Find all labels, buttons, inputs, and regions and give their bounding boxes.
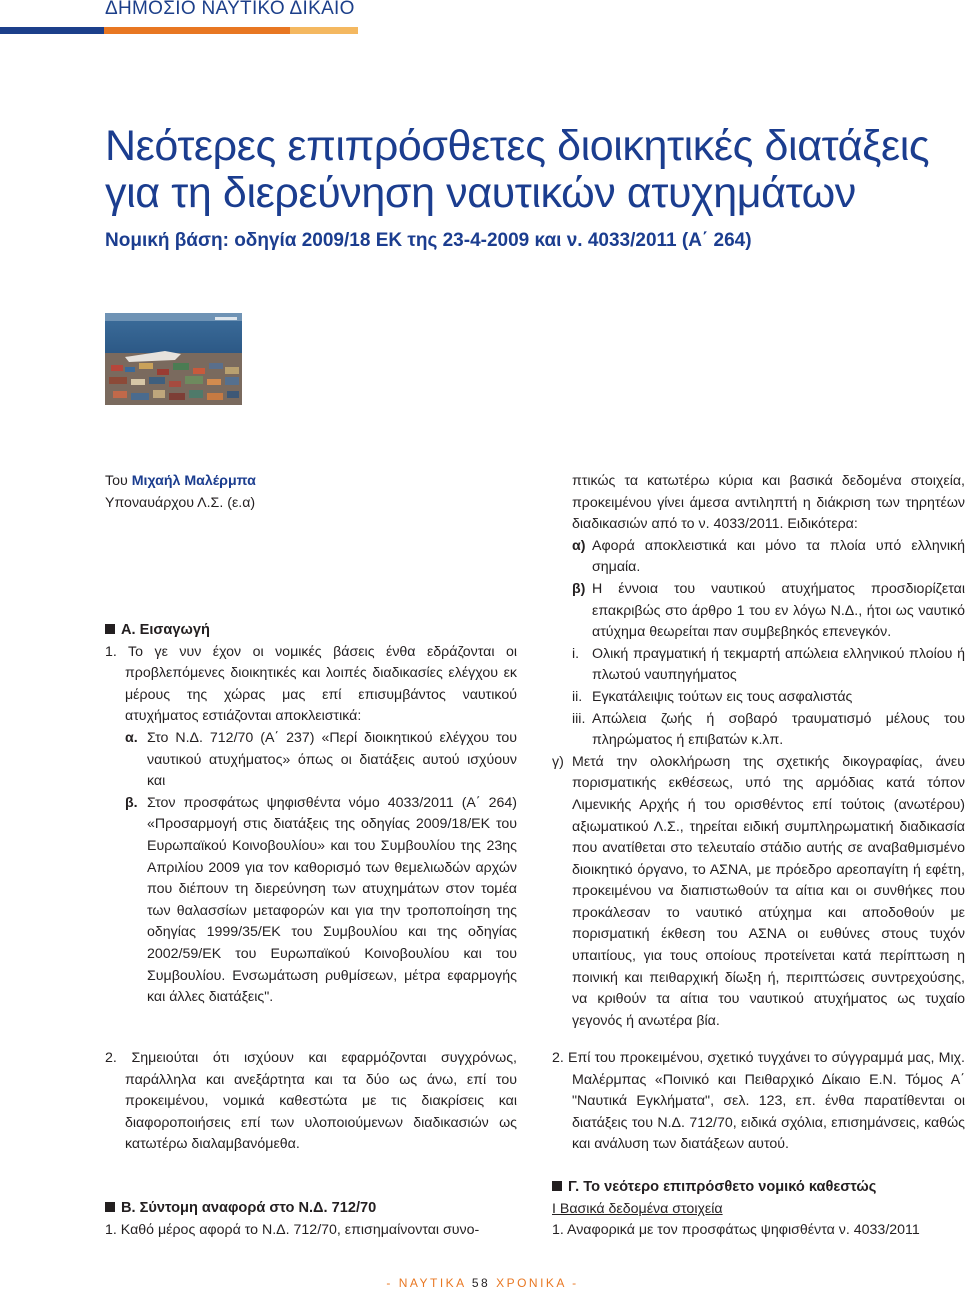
section-label: ΔΗΜΟΣΙΟ ΝΑΥΤΙΚΟ ΔΙΚΑΙΟ (105, 0, 355, 19)
page-number: 58 (471, 1276, 491, 1290)
container-port-photo (105, 313, 242, 405)
byline (105, 471, 505, 514)
author-name: Μιχαήλ Μαλέρμπα (131, 473, 256, 489)
author-rank: Υποναυάρχου Λ.Σ. (ε.α) (105, 494, 256, 511)
square-bullet-icon (552, 1181, 562, 1191)
section-b-heading: Β. Σύντομη αναφορά στο Ν.Δ. 712/70 (105, 1198, 517, 1220)
section-c-block (552, 1177, 965, 1242)
right-para-1: πτικώς τα κατωτέρω κύρια και βασικά δεδομένα στοιχεία, προκειμένου γίνει άμεσα αντιληπτή η διάκριση των τηρητέων διαδικασιών από το ν. 4033/2011. Ειδικότερα: (572, 473, 965, 533)
right-para-2-block (552, 1048, 965, 1156)
square-bullet-icon (105, 1202, 115, 1212)
right-para-2: 2. Επί του προκειμένου, σχετικό τυγχάνει το σύγγραμμά μας, Μιχ. Μαλέρμπας «Ποινικό και Πειθαρχικό Δίκαιο Ε.Ν. Τόμος Α΄ "Ναυτικά Εγκλήματα", σελ. 123, επ. ένθα παρατίθενται οι διατάξεις του Ν.Δ. 712/70, ειδικά σχόλια, επισημάνσεις, καθώς και ανάλυση των διατάξεων αυτού. (552, 1050, 965, 1153)
item-label: α) (572, 537, 586, 554)
author-prefix: Του (105, 473, 128, 489)
left-para-2: 2. Σημειούται ότι ισχύουν και εφαρμόζονται συγχρόνως, παράλληλα και ανεξάρτητα και τα δύο ως άνω, επί του προκειμένου, νομικά καθεστώτα με τις διακρίσεις και διαφοροποιήσεις επί των υλοποιούμενων διαδικασιών ως κατωτέρω διαλαμβανόμεθα. (105, 1050, 517, 1153)
right-item-ii (572, 687, 965, 709)
header-bar-light-orange (290, 27, 358, 34)
item-text: Εγκατάλειψις τούτων εις τους ασφαλιστάς (592, 688, 853, 705)
left-para-1: 1. Το γε νυν έχον οι νομικές βάσεις ένθα εδράζονται οι προβλεπόμενες διοικητικές και λοιπές διαδικασίες ελέγχου εκ μέρους της χώρας μας επί επισυμβάντος ναυτικού ατυχήματος εστιάζονται αποκλειστικά: (105, 643, 517, 725)
item-label: α. (125, 729, 138, 746)
article-title-line1: Νεότερες επιπρόσθετες διοικητικές διατάξεις (105, 122, 930, 170)
item-text: Αφορά αποκλειστικά και μόνο τα πλοία υπό ελληνική σημαία. (592, 537, 965, 576)
item-label: ii. (572, 688, 583, 705)
left-item-b (125, 793, 517, 1009)
item-label: i. (572, 645, 580, 662)
right-item-b (572, 579, 965, 644)
item-text: Στον προσφάτως ψηφισθέντα νόμο 4033/2011 (Α΄ 264) «Προσαρμογή στις διατάξεις της οδηγίας 2009/18/ΕΚ του Ευρωπαϊκού Κοινοβουλίου» και του Συμβουλίου της 23ης Απριλίου 2009 για τον καθορισμό των θεμελιωδών αρχών που διέπουν τη διερεύνηση των ατυχημάτων στον τομέα των θαλασσίων μεταφορών και για την τροποποίηση της οδηγίας 1999/35/ΕΚ του Συμβουλίου και της οδηγίας 2002/59/ΕΚ του Ευρωπαϊκού Κοινοβουλίου και του Συμβουλίου. Ενσωμάτωση ρυθμίσεων, μέτρα εφαρμογής και άλλες διατάξεις". (147, 794, 517, 1006)
section-c-subheading: Ι Βασικά δεδομένα στοιχεία (552, 1200, 723, 1217)
left-item-a (125, 728, 517, 793)
page-footer (0, 1276, 965, 1290)
left-para-2-block (105, 1048, 517, 1156)
right-para-3: 1. Αναφορικά με τον προσφάτως ψηφισθέντα ν. 4033/2011 (552, 1222, 920, 1239)
right-item-i (572, 644, 965, 687)
left-column (105, 620, 517, 1009)
header-bar-blue (0, 27, 104, 34)
header-bar-orange (104, 27, 290, 34)
item-text: Απώλεια ζωής ή σοβαρό τραυματισμό μέλους του πληρώματος ή επιβατών κ.λπ. (592, 710, 965, 749)
item-text: Στο Ν.Δ. 712/70 (Α΄ 237) «Περί διοικητικού ελέγχου του ναυτικού ατυχήματος» όπως οι διατάξεις αυτού ισχύουν και (147, 729, 517, 790)
item-text: Μετά την ολοκλήρωση της σχετικής δικογραφίας, άνευ πορισματικής εκθέσεως, υπό της αρμόδιας κατά τόπον Λιμενικής Αρχής ή του ορισθέντος επί τούτοις (ανωτέρου) αξιωματικού Λ.Σ., τηρείται ειδική συμπληρωματική διαδικασία που ανατίθεται στο τελευταίο στάδιο αυτής σε αναβαθμισμένο διοικητικό όργανο, το ΑΣΝΑ, με πρόεδρο αρεοπαγίτη ή εφέτη, προκειμένου να διαπιστωθούν τα αίτια και οι συνθήκες που προκάλεσαν το ναυτικό ατύχημα και αποδοθούν με πορισματική έκθεση του ΑΣΝΑ οι ευθύνες στους τυχόν υπαιτίους, για τους οποίους προτείνεται κατά περίπτωση η ποινική και πειθαρχική δίωξη ή, περιπτώσεις συντρεχούσης, να κριθούν τα αίτια του ναυτικού ατυχήματος ως τυχαίο γεγονός ή ανωτέρα βία. (572, 753, 965, 1029)
section-b-block (105, 1198, 517, 1241)
item-label: β. (125, 794, 138, 811)
square-bullet-icon (105, 624, 115, 634)
footer-left: - ΝΑΥΤΙΚΑ (386, 1276, 467, 1290)
right-item-iii (572, 709, 965, 752)
right-item-c (552, 752, 965, 1033)
item-text: Η έννοια του ναυτικού ατυχήματος προσδιορίζεται επακριβώς στο άρθρο 1 του εν λόγω Ν.Δ., ήτοι ως ναυτικό ατύχημα θεωρείται παν συμβεβηκός επενεγκόν. (592, 580, 965, 641)
item-label: γ) (552, 753, 564, 770)
left-para-3: 1. Καθό μέρος αφορά το Ν.Δ. 712/70, επισημαίνονται συνο- (105, 1221, 480, 1238)
item-text: Ολική πραγματική ή τεκμαρτή απώλεια ελληνικού πλοίου ή πλωτού ναυπηγήματος (592, 645, 965, 684)
item-label: iii. (572, 710, 586, 727)
article-title-line2: για τη διερεύνηση ναυτικών ατυχημάτων (105, 169, 856, 217)
article-subtitle: Νομική βάση: οδηγία 2009/18 ΕΚ της 23-4-2009 και ν. 4033/2011 (Α΄ 264) (105, 230, 752, 251)
section-c-heading: Γ. Το νεότερο επιπρόσθετο νομικό καθεστώς (552, 1177, 965, 1199)
right-column (552, 471, 965, 1032)
right-item-a (572, 536, 965, 579)
footer-right: ΧΡΟΝΙΚΑ - (496, 1276, 579, 1290)
section-a-heading: Α. Εισαγωγή (105, 620, 517, 642)
item-label: β) (572, 580, 586, 597)
